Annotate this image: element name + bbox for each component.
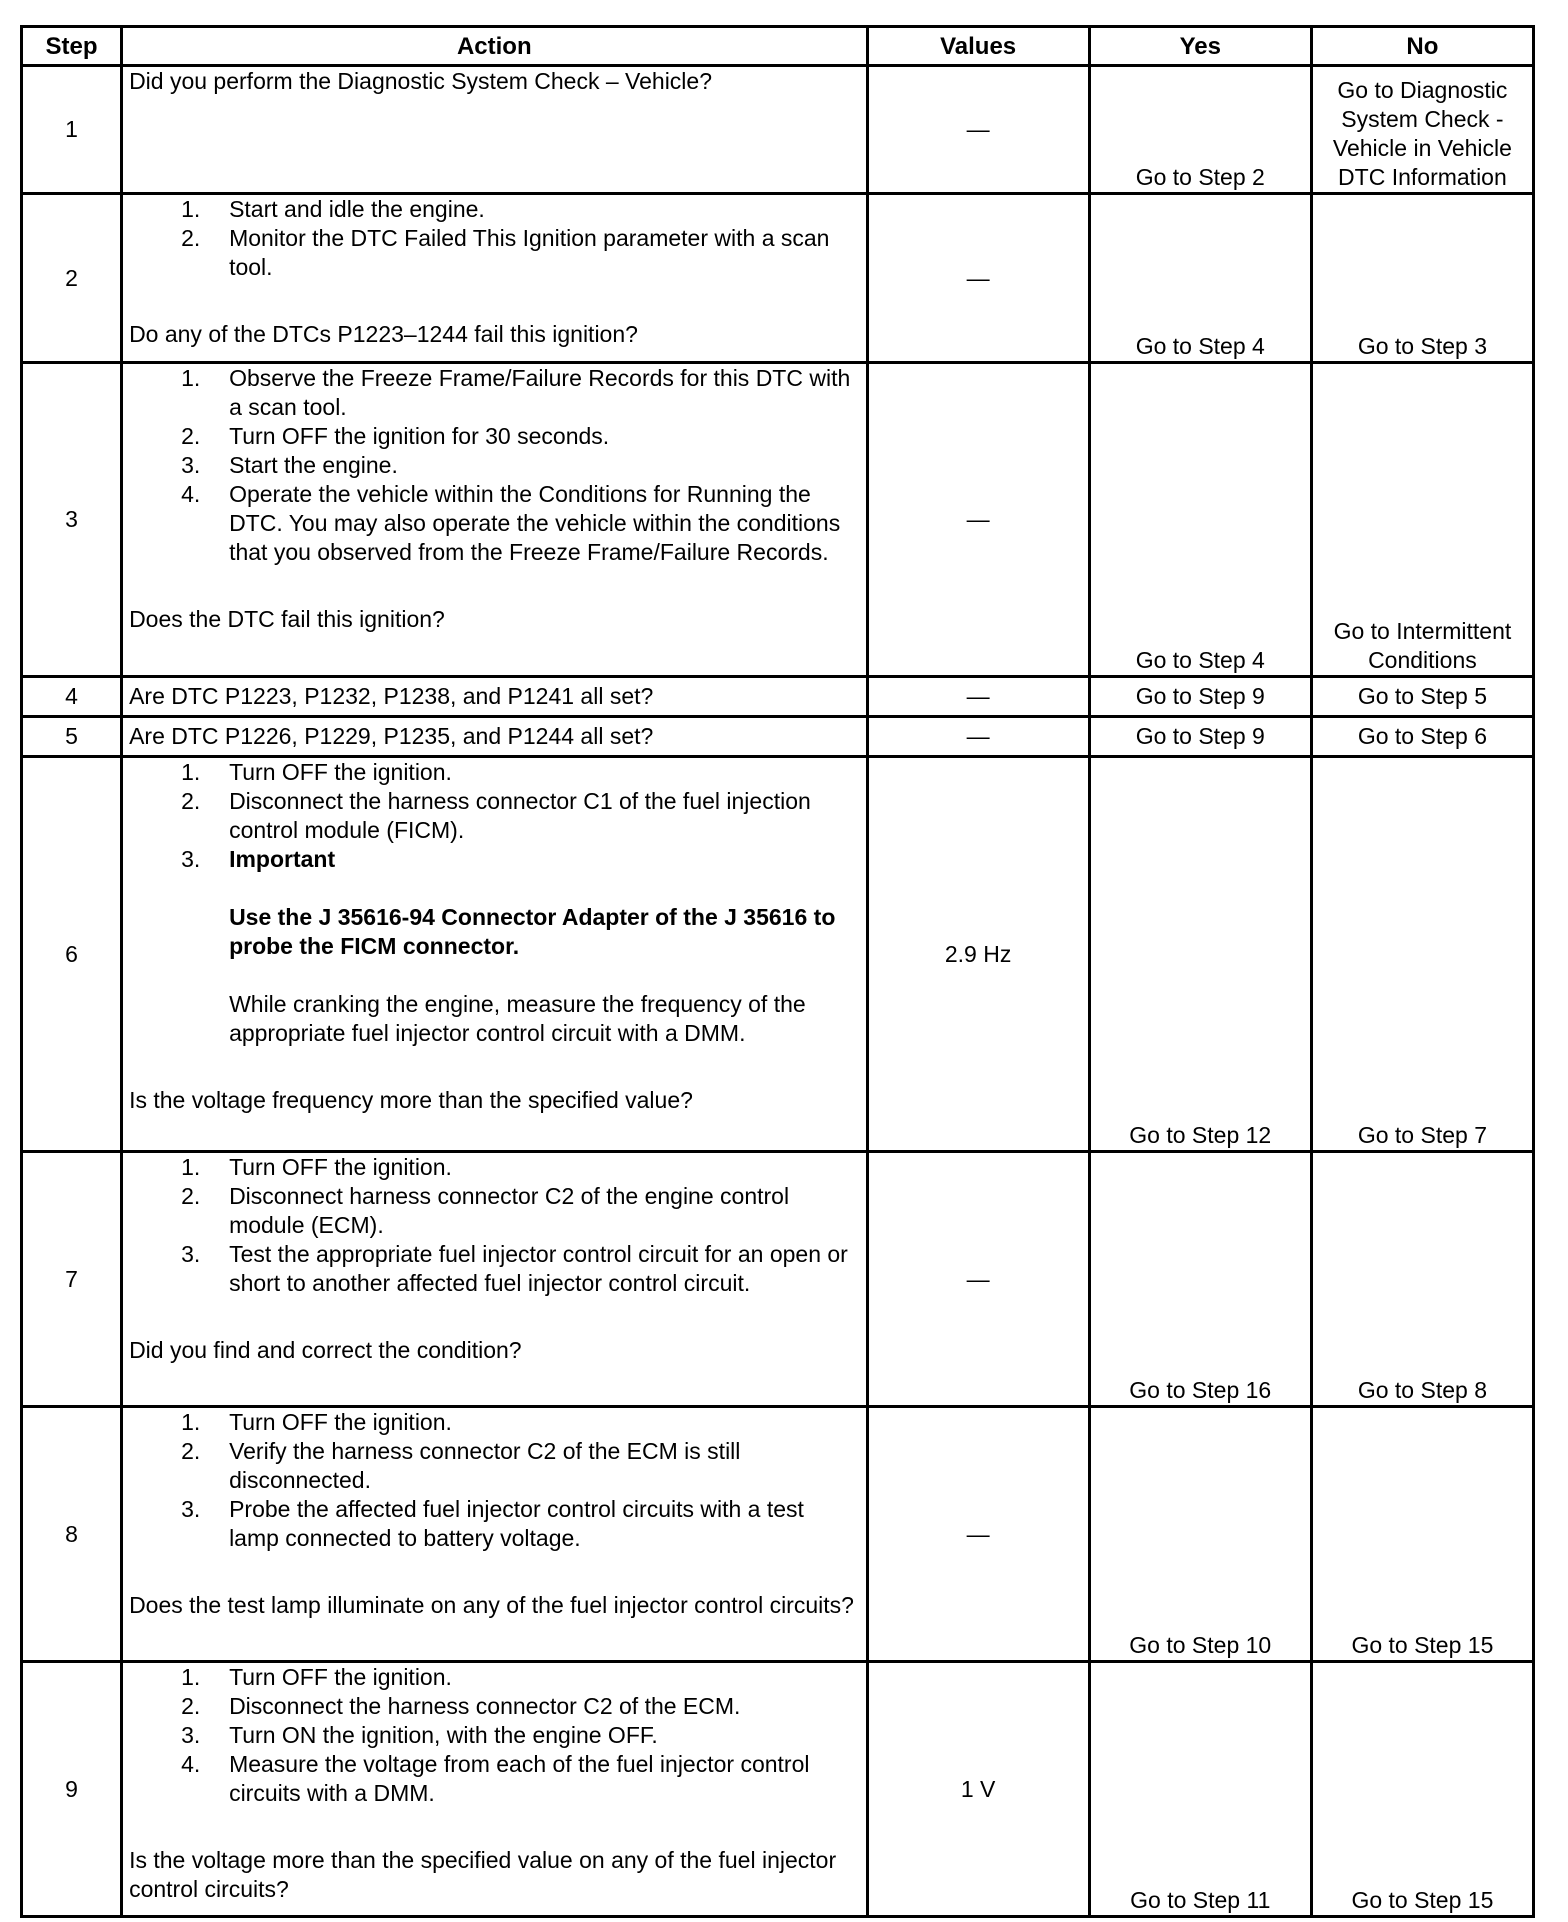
item-text: Measure the voltage from each of the fuel injector control circuits with a DMM.: [229, 1751, 810, 1806]
diagnostic-table-container: [20, 25, 1548, 1918]
item-number: 1.: [181, 365, 201, 391]
procedure-list: [129, 364, 859, 567]
step-number: 2: [22, 194, 122, 363]
no-cell: Go to Step 5: [1311, 677, 1533, 717]
important-label: Important: [229, 846, 336, 872]
action-cell: [122, 717, 867, 757]
list-item: [129, 1721, 859, 1750]
list-item: [129, 451, 859, 480]
item-number: 2.: [181, 423, 201, 449]
action-cell: [122, 1407, 867, 1662]
table-row: [22, 1662, 1534, 1917]
list-item: [129, 1437, 859, 1495]
table-row: [22, 363, 1534, 677]
step-number: 4: [22, 677, 122, 717]
item-text: Start and idle the engine.: [229, 196, 485, 222]
question-text: Are DTC P1226, P1229, P1235, and P1244 all set?: [129, 723, 654, 749]
item-text: Verify the harness connector C2 of the ECM is still disconnected.: [229, 1438, 741, 1493]
list-item: [129, 1240, 859, 1298]
diagnostic-table: [20, 25, 1535, 1918]
item-number: 2.: [181, 1693, 201, 1719]
item-number: 3.: [181, 452, 201, 478]
question-text: Did you perform the Diagnostic System Check – Vehicle?: [129, 68, 713, 94]
yes-cell: Go to Step 2: [1089, 66, 1311, 194]
step-number: 9: [22, 1662, 122, 1917]
action-cell: [122, 1662, 867, 1917]
yes-cell: Go to Step 9: [1089, 677, 1311, 717]
header-step: Step: [22, 27, 122, 66]
yes-cell: Go to Step 16: [1089, 1152, 1311, 1407]
step-number: 5: [22, 717, 122, 757]
yes-cell: Go to Step 12: [1089, 757, 1311, 1152]
question-text: Do any of the DTCs P1223–1244 fail this ignition?: [129, 321, 638, 347]
yes-cell: Go to Step 11: [1089, 1662, 1311, 1917]
table-row: [22, 66, 1534, 194]
action-cell: [122, 757, 867, 1152]
procedure-list: [129, 195, 859, 282]
value-cell: —: [867, 717, 1089, 757]
action-cell: [122, 677, 867, 717]
list-item: [129, 195, 859, 224]
item-text: Turn OFF the ignition.: [229, 1409, 452, 1435]
item-number: 1.: [181, 1409, 201, 1435]
list-item: [129, 1182, 859, 1240]
item-number: 4.: [181, 481, 201, 507]
item-text: Turn OFF the ignition for 30 seconds.: [229, 423, 610, 449]
list-item: [129, 422, 859, 451]
action-cell: [122, 1152, 867, 1407]
value-cell: —: [867, 677, 1089, 717]
no-cell: Go to Intermittent Conditions: [1311, 363, 1533, 677]
step-number: 8: [22, 1407, 122, 1662]
item-number: 3.: [181, 1241, 201, 1267]
yes-cell: Go to Step 4: [1089, 194, 1311, 363]
item-text: Disconnect harness connector C2 of the engine control module (ECM).: [229, 1183, 790, 1238]
step-number: 1: [22, 66, 122, 194]
list-item: [129, 224, 859, 282]
item-text: Turn OFF the ignition.: [229, 1664, 452, 1690]
item-text: Start the engine.: [229, 452, 398, 478]
table-row: [22, 194, 1534, 363]
item-text: Turn OFF the ignition.: [229, 759, 452, 785]
item-text: Observe the Freeze Frame/Failure Records for this DTC with a scan tool.: [229, 365, 851, 420]
no-cell: Go to Step 3: [1311, 194, 1533, 363]
value-cell: —: [867, 66, 1089, 194]
list-item: [129, 480, 859, 567]
action-cell: [122, 194, 867, 363]
step-number: 3: [22, 363, 122, 677]
important-note: Use the J 35616-94 Connector Adapter of the J 35616 to probe the FICM connector.: [229, 904, 836, 959]
question-text: Are DTC P1223, P1232, P1238, and P1241 all set?: [129, 683, 654, 709]
list-item: [129, 1663, 859, 1692]
item-number: 3.: [181, 1722, 201, 1748]
header-yes: Yes: [1089, 27, 1311, 66]
yes-cell: Go to Step 10: [1089, 1407, 1311, 1662]
question-text: Does the test lamp illuminate on any of the fuel injector control circuits?: [129, 1592, 854, 1618]
value-cell: 1 V: [867, 1662, 1089, 1917]
item-number: 3.: [181, 1496, 201, 1522]
header-action: Action: [122, 27, 867, 66]
question-text: Is the voltage frequency more than the specified value?: [129, 1087, 693, 1113]
no-cell: Go to Step 6: [1311, 717, 1533, 757]
no-cell: Go to Diagnostic System Check - Vehicle in Vehicle DTC Information: [1311, 66, 1533, 194]
item-number: 2.: [181, 1438, 201, 1464]
table-row: [22, 717, 1534, 757]
item-text: Probe the affected fuel injector control circuits with a test lamp connected to battery voltage.: [229, 1496, 804, 1551]
action-cell: [122, 66, 867, 194]
value-cell: —: [867, 1152, 1089, 1407]
value-cell: —: [867, 194, 1089, 363]
question-text: Does the DTC fail this ignition?: [129, 606, 445, 632]
list-item: [129, 758, 859, 787]
item-text: Test the appropriate fuel injector control circuit for an open or short to another affected fuel injector control circuit.: [229, 1241, 848, 1296]
procedure-list: [129, 1408, 859, 1553]
procedure-list: [129, 1153, 859, 1298]
item-number: 1.: [181, 759, 201, 785]
question-text: Is the voltage more than the specified value on any of the fuel injector control circuits?: [129, 1847, 837, 1902]
no-cell: Go to Step 7: [1311, 757, 1533, 1152]
no-cell: Go to Step 15: [1311, 1407, 1533, 1662]
value-cell: —: [867, 363, 1089, 677]
header-values: Values: [867, 27, 1089, 66]
item-text: Disconnect the harness connector C1 of the fuel injection control module (FICM).: [229, 788, 811, 843]
question-text: Did you find and correct the condition?: [129, 1337, 522, 1363]
item-number: 4.: [181, 1751, 201, 1777]
item-number: 1.: [181, 1664, 201, 1690]
table-row: [22, 757, 1534, 1152]
item-text: Monitor the DTC Failed This Ignition parameter with a scan tool.: [229, 225, 830, 280]
list-item: [129, 1750, 859, 1808]
step-number: 7: [22, 1152, 122, 1407]
yes-cell: Go to Step 9: [1089, 717, 1311, 757]
item-number: 3.: [181, 846, 201, 872]
no-cell: Go to Step 8: [1311, 1152, 1533, 1407]
item-number: 1.: [181, 196, 201, 222]
table-row: [22, 677, 1534, 717]
item-number: 2.: [181, 1183, 201, 1209]
list-item: [129, 1495, 859, 1553]
header-row: [22, 27, 1534, 66]
item-text: Turn ON the ignition, with the engine OFF.: [229, 1722, 658, 1748]
item-text: Disconnect the harness connector C2 of the ECM.: [229, 1693, 741, 1719]
item-text: Operate the vehicle within the Conditions for Running the DTC. You may also operate the vehicle within the conditions that you observed from the Freeze Frame/Failure Records.: [229, 481, 841, 565]
table-row: [22, 1407, 1534, 1662]
value-cell: 2.9 Hz: [867, 757, 1089, 1152]
list-item: [129, 1408, 859, 1437]
list-item: [129, 364, 859, 422]
item-number: 2.: [181, 225, 201, 251]
list-item: [129, 1692, 859, 1721]
value-cell: —: [867, 1407, 1089, 1662]
procedure-list: [129, 758, 859, 874]
procedure-list: [129, 1663, 859, 1808]
action-cell: [122, 363, 867, 677]
list-item: [129, 1153, 859, 1182]
step-number: 6: [22, 757, 122, 1152]
list-item: [129, 845, 859, 874]
no-cell: Go to Step 15: [1311, 1662, 1533, 1917]
list-item: [129, 787, 859, 845]
yes-cell: Go to Step 4: [1089, 363, 1311, 677]
item-number: 2.: [181, 788, 201, 814]
header-no: No: [1311, 27, 1533, 66]
item-text: Turn OFF the ignition.: [229, 1154, 452, 1180]
item-number: 1.: [181, 1154, 201, 1180]
instruction-text: While cranking the engine, measure the frequency of the appropriate fuel injector control circuit with a DMM.: [229, 991, 806, 1046]
table-row: [22, 1152, 1534, 1407]
